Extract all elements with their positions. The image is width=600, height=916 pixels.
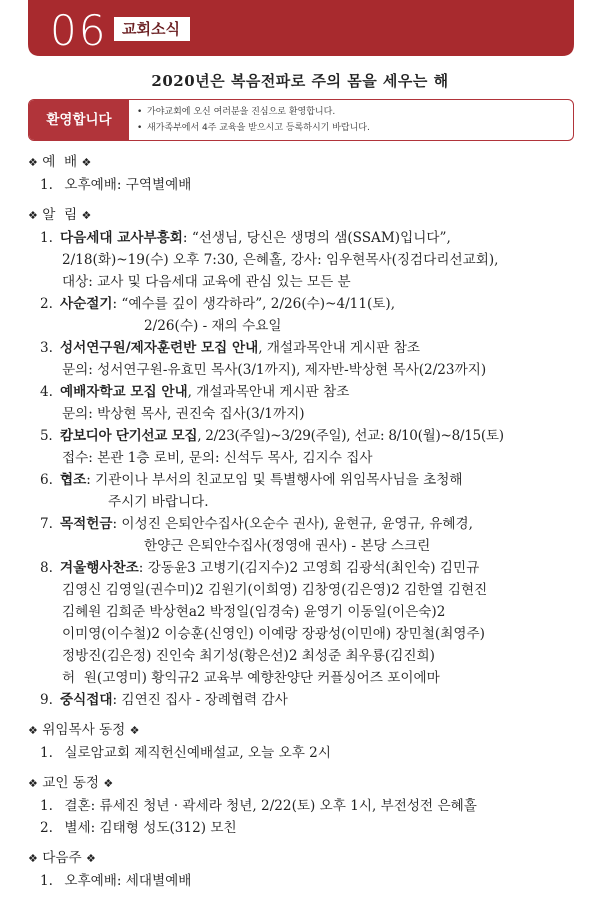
item-text: : 강동윤3 고병기(김지수)2 고영희 김광석(최인숙) 김민규 — [138, 560, 480, 576]
item-line: 문의: 박상현 목사, 권진숙 집사(3/1까지) — [62, 406, 305, 422]
item-line: 김영신 김영일(권수미)2 김원기(이희영) 김창영(김은영)2 김한열 김현진 — [62, 582, 488, 598]
item-line: 접수: 본관 1층 로비, 문의: 신석두 목사, 김지수 집사 — [62, 450, 373, 466]
item-text: 오후예배: 세대별예배 — [64, 873, 192, 889]
item-line: 허 원(고영미) 황익규2 교육부 예향찬양단 커플싱어즈 포이에마 — [62, 670, 440, 686]
list-item — [28, 425, 588, 447]
section-heading-notices — [28, 204, 588, 227]
welcome-line: • 가야교회에 오신 여러분을 진심으로 환영합니다. — [137, 104, 567, 120]
list-item — [28, 293, 588, 315]
item-text: 결혼: 류세진 청년 · 곽세라 청년, 2/22(토) 오후 1시, 부전성전 은혜홀 — [64, 798, 477, 814]
section-heading-text: 예 배 — [42, 154, 78, 170]
item-text: : “예수를 깊이 생각하라”, 2/26(수)~4/11(토), — [112, 296, 396, 312]
section-header — [28, 0, 574, 56]
item-number: 6. — [40, 472, 53, 488]
welcome-label: 환영합니다 — [29, 100, 129, 140]
item-title: 중식접대 — [60, 692, 113, 708]
list-item — [28, 557, 588, 579]
section-heading-next-week — [28, 847, 588, 870]
item-title: 예배자학교 모집 안내 — [60, 384, 188, 400]
item-line: 2/18(화)~19(수) 오후 7:30, 은혜홀, 강사: 임우현목사(징검다리선교회), — [62, 252, 499, 268]
section-heading-text: 알 림 — [42, 207, 78, 223]
item-line: 2/26(수) - 재의 수요일 — [144, 318, 282, 334]
item-title: 다음세대 교사부흥회 — [60, 230, 183, 246]
item-line: 대상: 교사 및 다음세대 교육에 관심 있는 모든 분 — [62, 274, 351, 290]
item-text: , 개설과목안내 게시판 참조 — [187, 384, 350, 400]
section-heading-text: 교인 동정 — [42, 775, 100, 791]
item-title: 사순절기 — [60, 296, 113, 312]
item-number: 2. — [40, 820, 53, 836]
announcements — [28, 151, 588, 892]
item-number: 5. — [40, 428, 53, 444]
list-item — [28, 689, 588, 711]
diamond-icon: ❖ — [129, 724, 140, 737]
item-title: 협조 — [60, 472, 87, 488]
diamond-icon: ❖ — [81, 156, 92, 169]
diamond-icon: ❖ — [81, 209, 92, 222]
item-text: : 이성진 은퇴안수집사(오순수 권사), 윤현규, 윤영규, 유혜경, — [112, 516, 473, 532]
item-text: : 기관이나 부서의 친교모임 및 특별행사에 위임목사님을 초청해 — [86, 472, 463, 488]
item-number: 7. — [40, 516, 53, 532]
list-item — [28, 870, 588, 892]
page-title: 2020년은 복음전파로 주의 몸을 세우는 해 — [151, 72, 449, 90]
item-title: 캄보디아 단기선교 모집 — [60, 428, 198, 444]
list-item — [28, 795, 588, 817]
item-number: 1. — [40, 873, 53, 889]
list-item — [28, 742, 588, 764]
section-heading-worship — [28, 151, 588, 174]
item-line: 주시기 바랍니다. — [108, 494, 209, 510]
section-number: 06 — [50, 6, 108, 55]
section-title: 교회소식 — [114, 17, 190, 41]
list-item — [28, 513, 588, 535]
section-heading-pastor — [28, 719, 588, 742]
item-line: 이미영(이수철)2 이승훈(신영인) 이예랑 장광성(이민애) 장민철(최영주) — [62, 626, 485, 642]
item-line: 김혜원 김희준 박상현a2 박정일(임경숙) 윤영기 이동일(이은숙)2 — [62, 604, 446, 620]
section-heading-members — [28, 772, 588, 795]
item-line: 문의: 성서연구원-유효민 목사(3/1까지), 제자반-박상현 목사(2/23까지) — [62, 362, 487, 378]
item-number: 1. — [40, 230, 53, 246]
section-heading-text: 위임목사 동정 — [42, 722, 126, 738]
item-title: 성서연구원/제자훈련반 모집 안내 — [60, 340, 259, 356]
item-title: 목적헌금 — [60, 516, 113, 532]
item-number: 2. — [40, 296, 53, 312]
list-item — [28, 174, 588, 196]
item-text: , 2/23(주일)~3/29(주일), 선교: 8/10(월)~8/15(토) — [197, 428, 504, 444]
item-number: 1. — [40, 798, 53, 814]
item-text: : “선생님, 당신은 생명의 샘(SSAM)입니다”, — [182, 230, 451, 246]
diamond-icon: ❖ — [28, 777, 38, 790]
item-text: 오후예배: 구역별예배 — [64, 177, 192, 193]
list-item — [28, 469, 588, 491]
diamond-icon: ❖ — [28, 156, 38, 169]
list-item — [28, 817, 588, 839]
item-line: 한양근 은퇴안수집사(정영애 권사) - 본당 스크린 — [144, 538, 431, 554]
diamond-icon: ❖ — [28, 724, 38, 737]
diamond-icon: ❖ — [103, 777, 114, 790]
welcome-list — [137, 104, 567, 136]
diamond-icon: ❖ — [28, 852, 38, 865]
welcome-box — [28, 99, 574, 141]
item-number: 8. — [40, 560, 53, 576]
item-text: : 김연진 집사 - 장례협력 감사 — [112, 692, 288, 708]
item-text: 실로암교회 제직헌신예배설교, 오늘 오후 2시 — [64, 745, 331, 761]
list-item — [28, 227, 588, 249]
header-banner-shape — [28, 0, 574, 56]
list-item — [28, 337, 588, 359]
item-title: 겨울행사찬조 — [60, 560, 139, 576]
item-number: 4. — [40, 384, 53, 400]
diamond-icon: ❖ — [28, 209, 38, 222]
item-number: 1. — [40, 177, 53, 193]
welcome-line: • 새가족부에서 4주 교육을 받으시고 등록하시기 바랍니다. — [137, 120, 567, 136]
item-number: 3. — [40, 340, 53, 356]
item-line: 정방진(김은정) 진인숙 최기성(황은선)2 최성준 최우룡(김진희) — [62, 648, 435, 664]
section-heading-text: 다음주 — [42, 850, 82, 866]
item-number: 1. — [40, 745, 53, 761]
diamond-icon: ❖ — [85, 852, 96, 865]
item-number: 9. — [40, 692, 53, 708]
item-text: , 개설과목안내 게시판 참조 — [258, 340, 421, 356]
list-item — [28, 381, 588, 403]
item-text: 별세: 김태형 성도(312) 모친 — [64, 820, 237, 836]
